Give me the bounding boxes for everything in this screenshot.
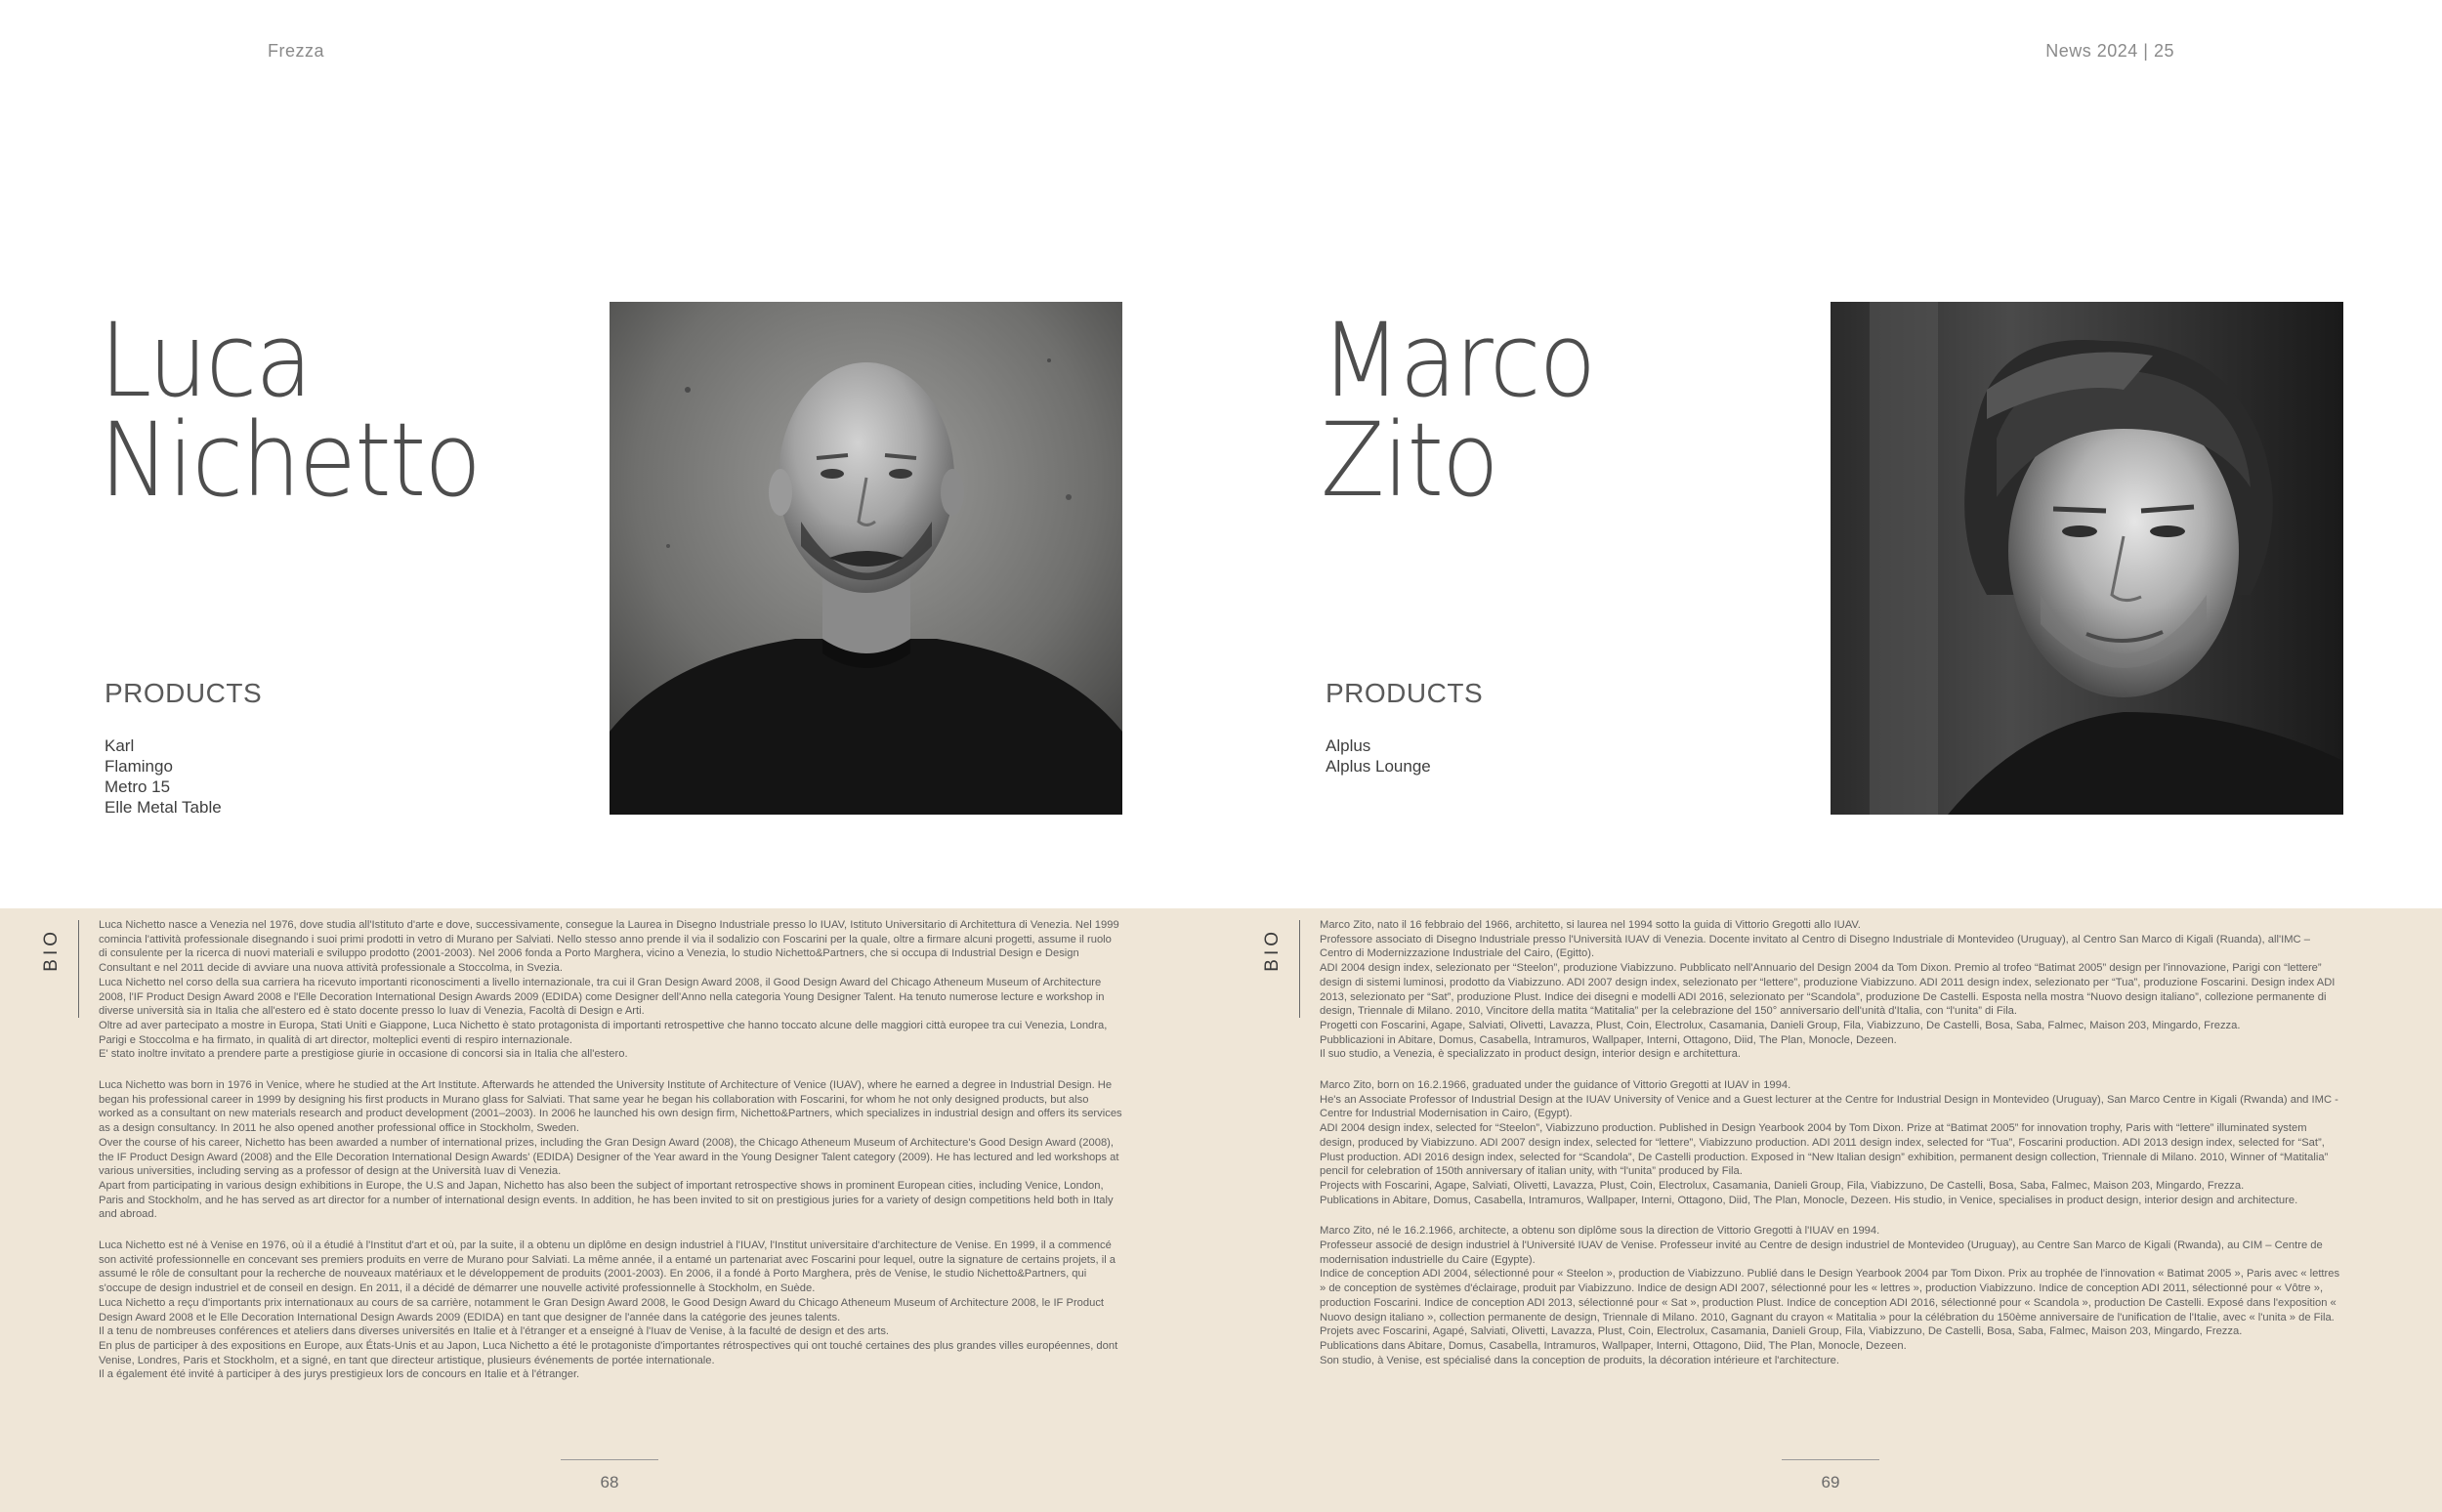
designer-last-name: Zito bbox=[1321, 400, 1497, 520]
bio-paragraph: Luca Nichetto was born in 1976 in Venice, where he studied at the Art Institute. Afterwards he attended the University Institute of Architecture of Venice (IUAV), where he earned a degree in Industrial Design. He began his professional career in 1999 by designing his first products in Murano glass for Salviati. That same year he began his collaboration with Foscarini, for whom he not only designed products, but also worked as a consultant on new materials research and product development (2001–2003). In 2006 he launched his own design firm, Nichetto&Partners, which specializes in industrial design and offers its services as a design consultancy. In 2011 he also opened another professional office in Stockholm, Sweden. bbox=[99, 1079, 1122, 1135]
bio-paragraph: Progetti con Foscarini, Agape, Salviati, Olivetti, Lavazza, Plust, Coin, Electrolux, Casamania, Danieli Group, Fila, Viabizzuno, De Castelli, Bosa, Saba, Falmec, Maison 203, Mingardo, Frezza. bbox=[1320, 1019, 2241, 1031]
page-number-rule-right bbox=[1782, 1459, 1879, 1460]
bio-paragraph: Pubblicazioni in Abitare, Domus, Casabella, Intramuros, Wallpaper, Interni, Ottagono, Diid, The Plan, Monocle, Dezeen. bbox=[1320, 1033, 1897, 1046]
bio-paragraph: Apart from participating in various design exhibitions in Europe, the U.S and Japan, Nichetto has also been the subject of important retrospective shows in prominent European cities, including Venice, London, Paris and Stockholm, and he has served as art director for a number of international design events. In addition, he has been invited to sit on prestigious juries for a variety of design competitions held both in Italy and abroad. bbox=[99, 1179, 1114, 1221]
bio-paragraph: Professore associato di Disegno Industriale presso l'Università IUAV di Venezia. Docente invitato al Centro di Disegno Industriale di Montevideo (Uruguay), al Centro San Marco di Kigali (Ruanda), all'IMC – Centro di Modernizzazione Industriale del Cairo, (Egitto). bbox=[1320, 933, 2310, 960]
bio-english bbox=[99, 1078, 1122, 1222]
bio-text-left bbox=[99, 918, 1122, 1399]
designer-name-right bbox=[1321, 301, 1595, 520]
bio-paragraph: Oltre ad aver partecipato a mostre in Europa, Stati Uniti e Giappone, Luca Nichetto è stato protagonista di importanti retrospettive che hanno toccato alcune delle maggiori città europee tra cui Venezia, Londra, Parigi e Stoccolma e ha firmato, in qualità di art director, molteplici eventi di respiro internazionale. bbox=[99, 1019, 1108, 1046]
bio-paragraph: Luca Nichetto est né à Venise en 1976, où il a étudié à l'Institut d'art et où, par la suite, il a obtenu un diplôme en design industriel à l'IUAV, l'Institut universitaire d'architecture de Venise. En 1999, il a commencé son activité professionnelle en concevant ses premiers produits en verre de Murano pour Salviati. La même année, il a entamé un partenariat avec Foscarini pour lequel, outre la signature de certains projets, il a assumé le rôle de consultant pour la recherche de nouveaux matériaux et le développement de produits (2001-2003). En 2006, il a fondé à Porto Marghera, près de Venise, le studio Nichetto&Partners, qui s'occupe de design industriel et de conseil en design. En 2011, il a décidé de démarrer une nouvelle activité professionnelle à Stockholm, en Suède. bbox=[99, 1239, 1116, 1295]
bio-english bbox=[1320, 1078, 2343, 1207]
bio-french bbox=[1320, 1224, 2343, 1367]
bio-italian bbox=[1320, 918, 2343, 1062]
product-item: Metro 15 bbox=[105, 777, 171, 796]
bio-paragraph: Il suo studio, a Venezia, è specializzato in product design, interior design e architettura. bbox=[1320, 1048, 1741, 1061]
bio-paragraph: Marco Zito, born on 16.2.1966, graduated under the guidance of Vittorio Gregotti at IUAV in 1994. bbox=[1320, 1079, 1791, 1092]
products-list-right bbox=[1326, 735, 1431, 777]
bio-paragraph: Publications in Abitare, Domus, Casabella, Intramuros, Wallpaper, Interni, Ottagono, Diid, The Plan, Monocle, Dezeen. His studio, in Venice, specialises in product design, interior design and architecture. bbox=[1320, 1194, 2298, 1206]
product-item: Alplus bbox=[1326, 736, 1371, 755]
bio-paragraph: En plus de participer à des expositions en Europe, aux États-Unis et au Japon, Luca Nichetto a été le protagoniste d'importantes rétrospectives qui ont touché certaines des plus grandes villes européennes, dont Venise, Londres, Paris et Stockholm, et a signé, en tant que directeur artistique, plusieurs événements de portée internationale. bbox=[99, 1339, 1118, 1366]
bio-paragraph: Luca Nichetto nel corso della sua carriera ha ricevuto importanti riconoscimenti a livello internazionale, tra cui il Gran Design Award 2008, il Good Design Award del Chicago Atheneum Museum of Architecture 2008, l'IF Product Design Award 2008 e l'Elle Decoration International Design Awards 2009 (EDIDA) come Designer dell'Anno nella categoria Young Designer Talent. Ha tenuto numerose lecture e workshop in diverse università sia in Italia che all'estero ed è stato docente presso lo Iuav di Venezia, Facoltà di Design e Arti. bbox=[99, 976, 1105, 1018]
designer-first-name: Luca bbox=[100, 301, 312, 420]
bio-paragraph: Il a également été invité à participer à des jurys prestigieux lors de concours en Italie et à l'étranger. bbox=[99, 1368, 580, 1381]
bio-french bbox=[99, 1239, 1122, 1382]
bio-paragraph: E' stato inoltre invitato a prendere parte a prestigiose giurie in occasione di concorsi sia in Italia che all'estero. bbox=[99, 1048, 628, 1061]
products-list-left bbox=[105, 735, 222, 818]
product-item: Flamingo bbox=[105, 757, 173, 776]
bio-paragraph: Over the course of his career, Nichetto has been awarded a number of international prizes, including the Gran Design Award (2008), the Chicago Atheneum Museum of Architecture's Good Design Award (2008), the IF Product Design Award (2008) and the Elle Decoration International Design Awards' (EDIDA) Designer of the Year award in the Young Designer Talent category (2009). He has lectured and led workshops at various universities, including serving as a professor of design at the Università Iuav di Venezia. bbox=[99, 1136, 1119, 1178]
portrait-photo-left bbox=[610, 302, 1122, 815]
bio-paragraph: Son studio, à Venise, est spécialisé dans la conception de produits, la décoration intérieure et l'architecture. bbox=[1320, 1354, 1839, 1366]
bio-label-left: BIO bbox=[41, 928, 62, 972]
products-title-right: PRODUCTS bbox=[1326, 678, 1484, 708]
bio-paragraph: Il a tenu de nombreuses conférences et ateliers dans diverses universités en Italie et à l'étranger et a enseigné à l'Iuav de Venise, à la faculté de design et des arts. bbox=[99, 1325, 890, 1338]
designer-last-name: Nichetto bbox=[100, 400, 481, 520]
portrait-photo-right bbox=[1831, 302, 2343, 815]
issue-header: News 2024 | 25 bbox=[2045, 41, 2174, 61]
bio-divider-left bbox=[78, 920, 79, 1018]
bio-paragraph: ADI 2004 design index, selected for “Steelon”, Viabizzuno production. Published in Design Yearbook 2004 by Tom Dixon. Prize at “Batimat 2005” for innovation trophy, Paris with “lettere” illuminated system design, produced by Viabizzuno. ADI 2007 design index, selected for “lettere”, Viabizzuno production. ADI 2011 design index, selected for “Tua”, Foscarini production. ADI 2013 design index, selected for “Sat”, Plust production. ADI 2016 design index, selected for “Scandola”, De Castelli production. Exposed in “New Italian design” exhibition, permanent design collection, Triennale di Milano. 2010, Winner of “Matitalia” pencil for celebration of 150th anniversary of italian unity, with “l'unita” produced by Fila. bbox=[1320, 1122, 2329, 1178]
product-item: Alplus Lounge bbox=[1326, 757, 1431, 776]
bio-paragraph: ADI 2004 design index, selezionato per “Steelon”, produzione Viabizzuno. Pubblicato nell'Annuario del Design 2004 da Tom Dixon. Premio al trofeo “Batimat 2005” design per l'innovazione, Parigi con “lettere” design di sistemi luminosi, prodotto da Viabizzuno. ADI 2007 design index, selezionato per “lettere”, produzione Viabizzuno. ADI 2011 design index, selezionato per “Tua”, produzione Foscarini. Design index ADI 2013, selezionato per “Sat”, produzione Plust. Indice dei disegni e modelli ADI 2016, selezionato per “Scandola”, produzione De Castelli. Esposta nella mostra “Nuovo design italiano”, collezione permanente di design, Triennale di Milano. 2010, Vincitore della matita “Matitalia” per la celebrazione del 150° anniversario dell'unità d'Italia, con “l'unita” di Fila. bbox=[1320, 962, 2336, 1018]
designer-first-name: Marco bbox=[1321, 301, 1595, 420]
products-title-left: PRODUCTS bbox=[105, 678, 263, 708]
bio-paragraph: Projets avec Foscarini, Agapé, Salviati, Olivetti, Lavazza, Plust, Coin, Electrolux, Casamania, Danieli Group, Fila, Viabizzuno, De Castelli, Bosa, Saba, Falmec, Maison 203, Mingardo, Frezza. bbox=[1320, 1325, 2243, 1338]
bio-italian bbox=[99, 918, 1122, 1062]
bio-paragraph: Indice de conception ADI 2004, sélectionné pour « Steelon », production de Viabizzuno. Publié dans le Design Yearbook 2004 par Tom Dixon. Prix au trophée de l'innovation « Batimat 2005 », Paris avec « lettres » de conception de systèmes d'éclairage, produit par Viabizzuno. Indice de design ADI 2007, sélectionné pour les « lettres », production Viabizzuno. Indice de conception ADI 2011, sélectionné pour « Vôtre », production Foscarini. Indice de conception ADI 2013, sélectionné pour « Sat », production Plust. Indice de conception ADI 2016, sélectionné pour « Scandola », production De Castelli. Exposé dans l'exposition « Nuovo design italiano », collection permanente de design, Triennale di Milano. 2010, Gagnant du crayon « Matitalia » pour la célébration du 150ème anniversaire de l'unification de l'Italie, avec « l'unita » de Fila. bbox=[1320, 1268, 2340, 1323]
bio-paragraph: Luca Nichetto nasce a Venezia nel 1976, dove studia all'Istituto d'arte e dove, successivamente, consegue la Laurea in Disegno Industriale presso lo IUAV, Istituto Universitario di Architettura di Venezia. Nel 1999 comincia l'attività professionale disegnando i suoi primi prodotti in vetro di Murano per Salviati. Nello stesso anno prende il via il sodalizio con Foscarini per la quale, oltre a firmare alcuni progetti, assume il ruolo di consulente per la ricerca di nuovi materiali e sviluppo prodotto (2001-2003). Nel 2006 fonda a Porto Marghera, vicino a Venezia, lo studio Nichetto&Partners, che si occupa di Industrial Design e Design Consultant e nel 2011 decide di avviare una nuova attività professionale a Stoccolma, in Svezia. bbox=[99, 919, 1119, 975]
page-number-rule-left bbox=[561, 1459, 658, 1460]
product-item: Karl bbox=[105, 736, 135, 755]
bio-text-right bbox=[1320, 918, 2343, 1384]
brand-header: Frezza bbox=[268, 41, 325, 61]
bio-paragraph: Luca Nichetto a reçu d'importants prix internationaux au cours de sa carrière, notamment le Gran Design Award 2008, le Good Design Award du Chicago Atheneum Museum of Architecture 2008, le IF Product Design Award 2008 et le Elle Decoration International Design Awards 2009 (EDIDA) en tant que designer de l'année dans la catégorie des jeunes talents. bbox=[99, 1296, 1105, 1323]
page-number-right: 69 bbox=[1821, 1473, 1840, 1491]
bio-paragraph: Marco Zito, nato il 16 febbraio del 1966, architetto, si laurea nel 1994 sotto la guida di Vittorio Gregotti allo IUAV. bbox=[1320, 919, 1861, 931]
bio-paragraph: He's an Associate Professor of Industrial Design at the IUAV University of Venice and a Guest lecturer at the Centre for Industrial Design in Montevideo (Uruguay), San Marco Centre in Kigali (Rwanda) and IMC - Centre for Industrial Modernisation in Cairo, (Egypt). bbox=[1320, 1093, 2338, 1120]
bio-paragraph: Marco Zito, né le 16.2.1966, architecte, a obtenu son diplôme sous la direction de Vittorio Gregotti à l'IUAV en 1994. bbox=[1320, 1225, 1880, 1238]
bio-paragraph: Projects with Foscarini, Agape, Salviati, Olivetti, Lavazza, Plust, Coin, Electrolux, Casamania, Danieli Group, Fila, Viabizzuno, De Castelli, Bosa, Saba, Falmec, Maison 203, Mingardo, Frezza. bbox=[1320, 1179, 2245, 1192]
product-item: Elle Metal Table bbox=[105, 798, 222, 817]
bio-paragraph: Professeur associé de design industriel à l'Université IUAV de Venise. Professeur invité au Centre de design industriel de Montevideo (Uruguay), au Centre San Marco de Kigali (Rwanda), au CIM – Centre de modernisation industrielle du Caire (Egypte). bbox=[1320, 1239, 2323, 1266]
page-number-left: 68 bbox=[600, 1473, 619, 1491]
designer-name-left bbox=[100, 301, 481, 520]
bio-label-right: BIO bbox=[1262, 928, 1283, 972]
bio-paragraph: Publications dans Abitare, Domus, Casabella, Intramuros, Wallpaper, Interni, Ottagono, Diid, The Plan, Monocle, Dezeen. bbox=[1320, 1339, 1907, 1352]
bio-divider-right bbox=[1299, 920, 1300, 1018]
